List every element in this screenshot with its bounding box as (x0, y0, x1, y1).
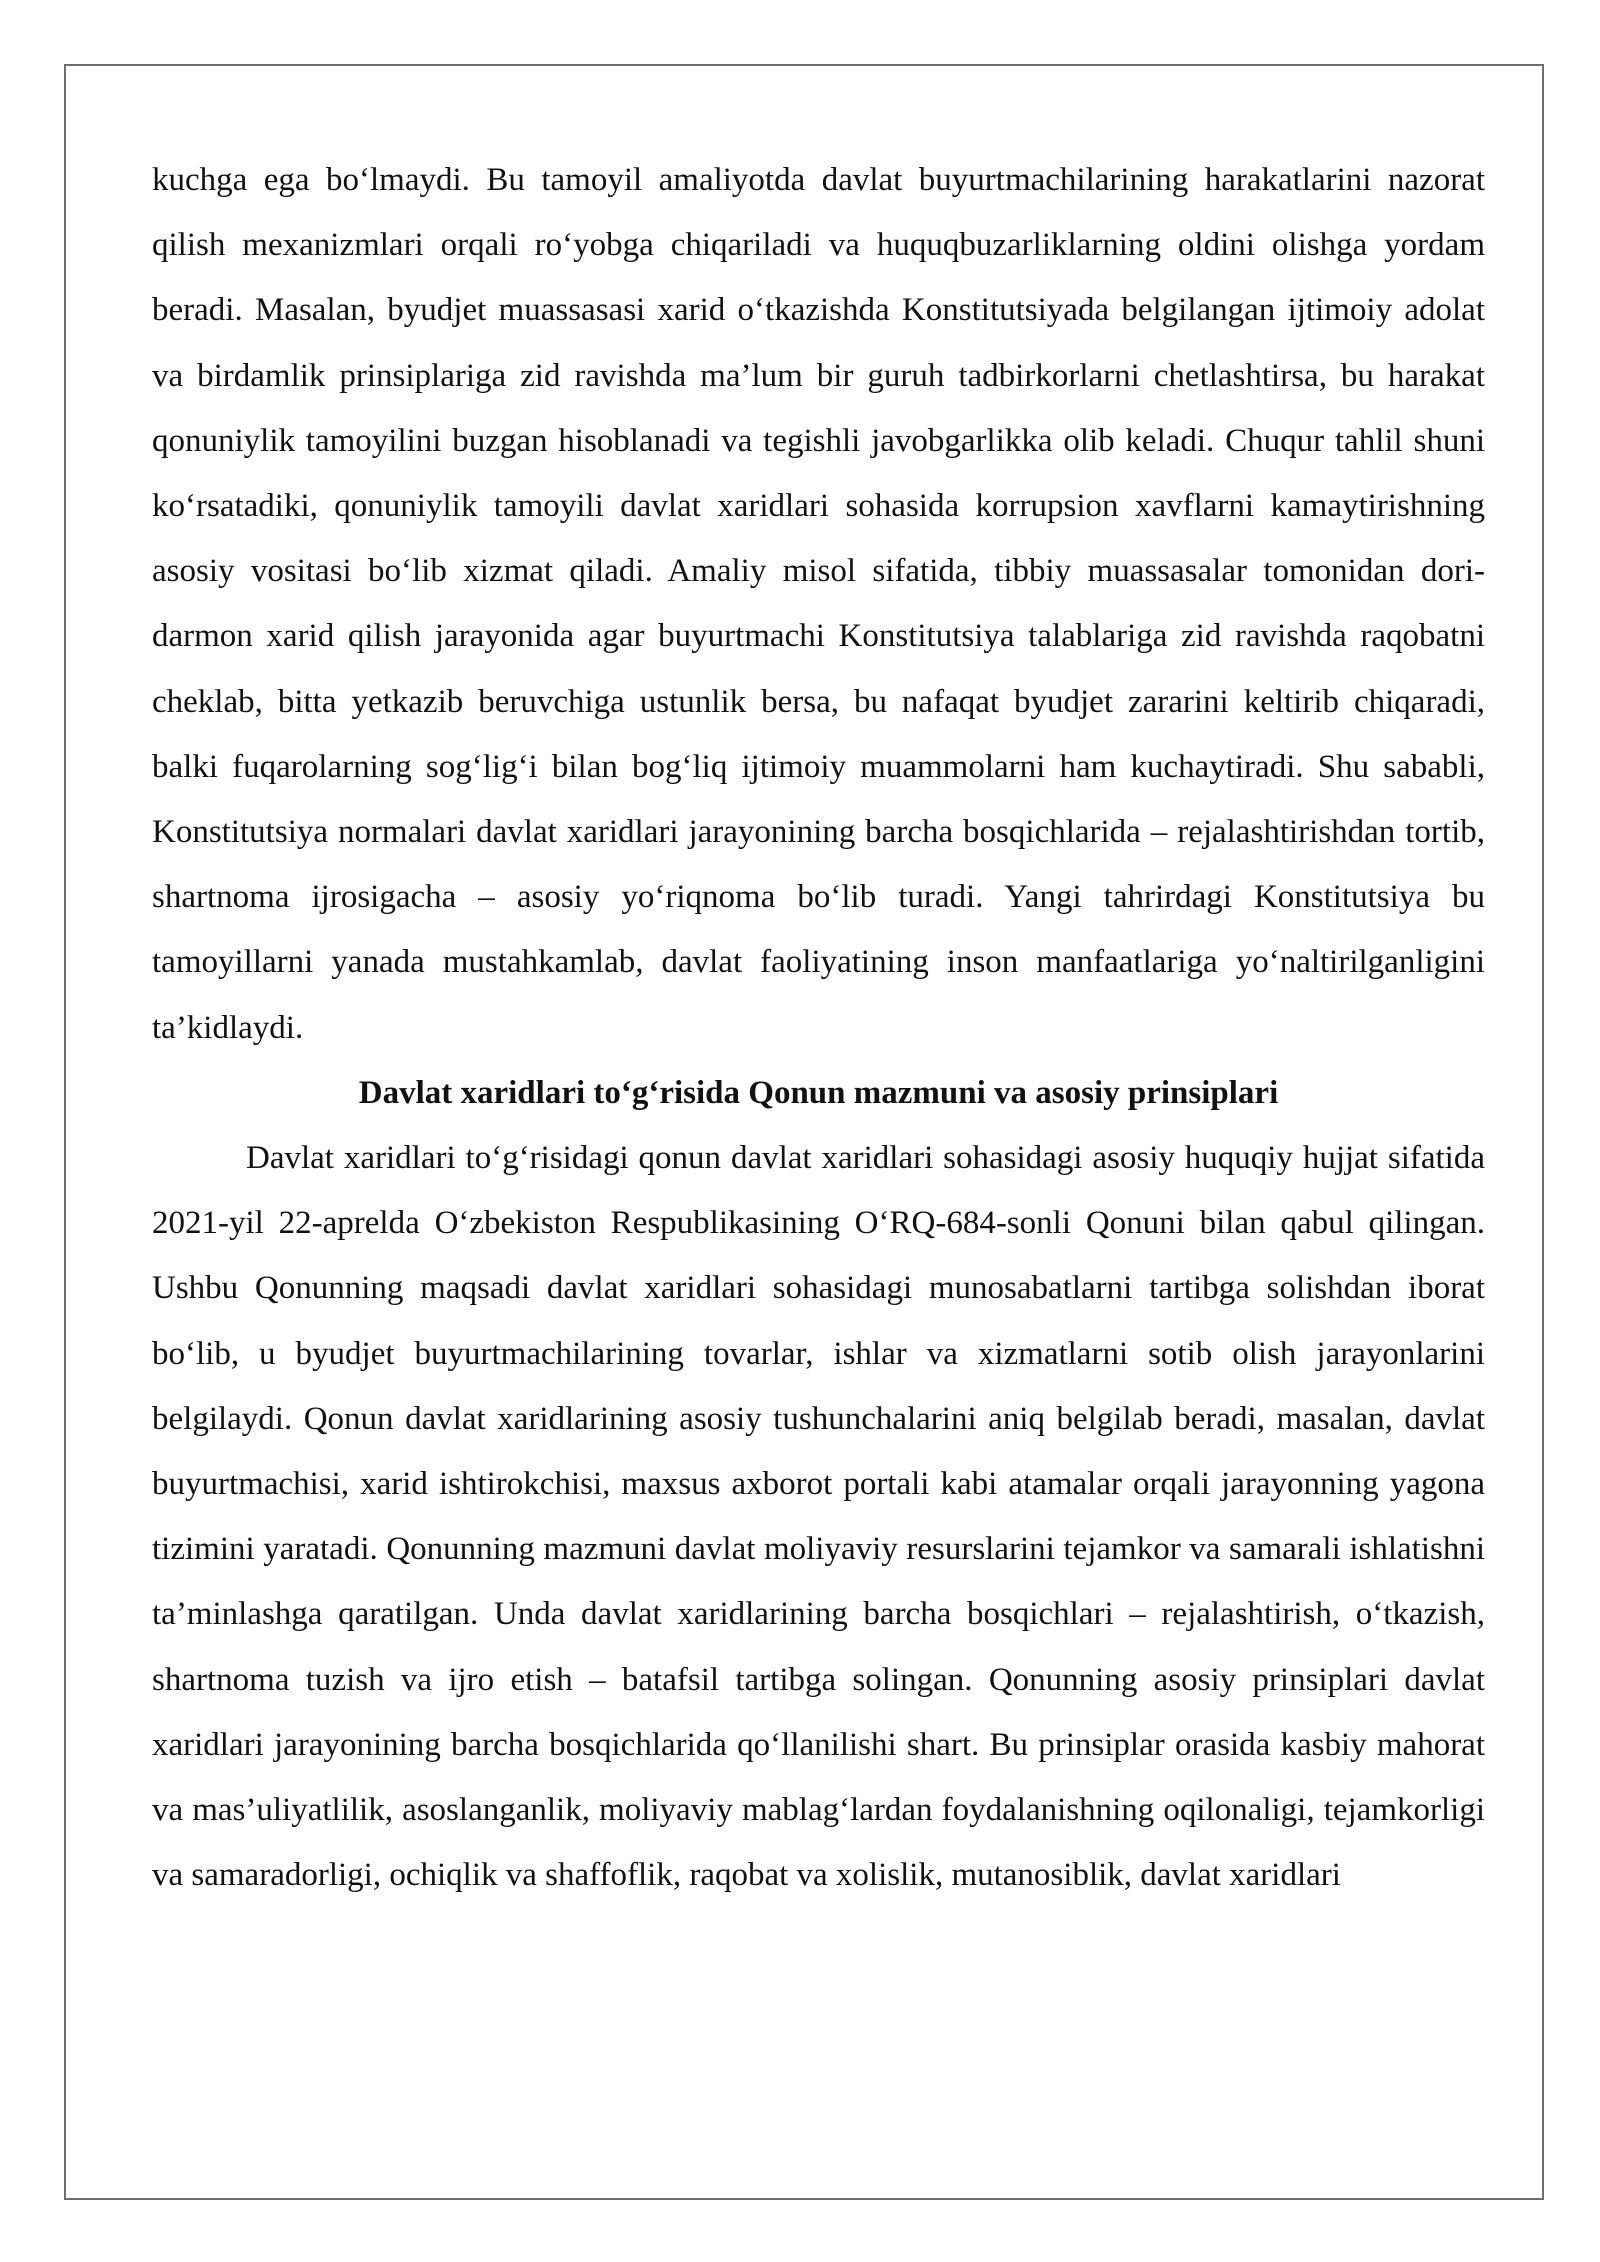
body-paragraph-2: Davlat xaridlari to‘g‘risidagi qonun davlat xaridlari sohasidagi asosiy huquqiy hujjat sifatida 2021-yil 22-aprelda O‘zbekiston Respublikasining O‘RQ-684-sonli Qonuni bilan qabul qilingan. Ushbu Qonunning maqsadi davlat xaridlari sohasidagi munosabatlarni tartibga solishdan iborat bo‘lib, u byudjet buyurtmachilarining tovarlar, ishlar va xizmatlarni sotib olish jarayonlarini belgilaydi. Qonun davlat xaridlarining asosiy tushunchalarini aniq belgilab beradi, masalan, davlat buyurtmachisi, xarid ishtirokchisi, maxsus axborot portali kabi atamalar orqali jarayonning yagona tizimini yaratadi. Qonunning mazmuni davlat moliyaviy resurslarini tejamkor va samarali ishlatishni ta’minlashga qaratilgan. Unda davlat xaridlarining barcha bosqichlari – rejalashtirish, o‘tkazish, shartnoma tuzish va ijro etish – batafsil tartibga solingan. Qonunning asosiy prinsiplari davlat xaridlari jarayonining barcha bosqichlarida qo‘llanilishi shart. Bu prinsiplar orasida kasbiy mahorat va mas’uliyatlilik, asoslanganlik, moliyaviy mablag‘lardan foydalanishning oqilonaligi, tejamkorligi va samaradorligi, ochiqlik va shaffoflik, raqobat va xolislik, mutanosiblik, davlat xaridlari (152, 1140, 1485, 1894)
section-heading: Davlat xaridlari to‘g‘risida Qonun mazmuni va asosiy prinsiplari (358, 1074, 1279, 1111)
document-body (152, 148, 1485, 1908)
body-paragraph-1: kuchga ega bo‘lmaydi. Bu tamoyil amaliyotda davlat buyurtmachilarining harakatlarini nazorat qilish mexanizmlari orqali ro‘yobga chiqariladi va huquqbuzarliklarning oldini olishga yordam beradi. Masalan, byudjet muassasasi xarid o‘tkazishda Konstitutsiyada belgilangan ijtimoiy adolat va birdamlik prinsiplariga zid ravishda ma’lum bir guruh tadbirkorlarni chetlashtirsa, bu harakat qonuniylik tamoyilini buzgan hisoblanadi va tegishli javobgarlikka olib keladi. Chuqur tahlil shuni ko‘rsatadiki, qonuniylik tamoyili davlat xaridlari sohasida korrupsion xavflarni kamaytirishning asosiy vositasi bo‘lib xizmat qiladi. Amaliy misol sifatida, tibbiy muassasalar tomonidan dori-darmon xarid qilish jarayonida agar buyurtmachi Konstitutsiya talablariga zid ravishda raqobatni cheklab, bitta yetkazib beruvchiga ustunlik bersa, bu nafaqat byudjet zararini keltirib chiqaradi, balki fuqarolarning sog‘lig‘i bilan bog‘liq ijtimoiy muammolarni ham kuchaytiradi. Shu sababli, Konstitutsiya normalari davlat xaridlari jarayonining barcha bosqichlarida – rejalashtirishdan tortib, shartnoma ijrosigacha – asosiy yo‘riqnoma bo‘lib turadi. Yangi tahrirdagi Konstitutsiya bu tamoyillarni yanada mustahkamlab, davlat faoliyatining inson manfaatlariga yo‘naltirilganligini ta’kidlaydi. (152, 162, 1485, 1046)
